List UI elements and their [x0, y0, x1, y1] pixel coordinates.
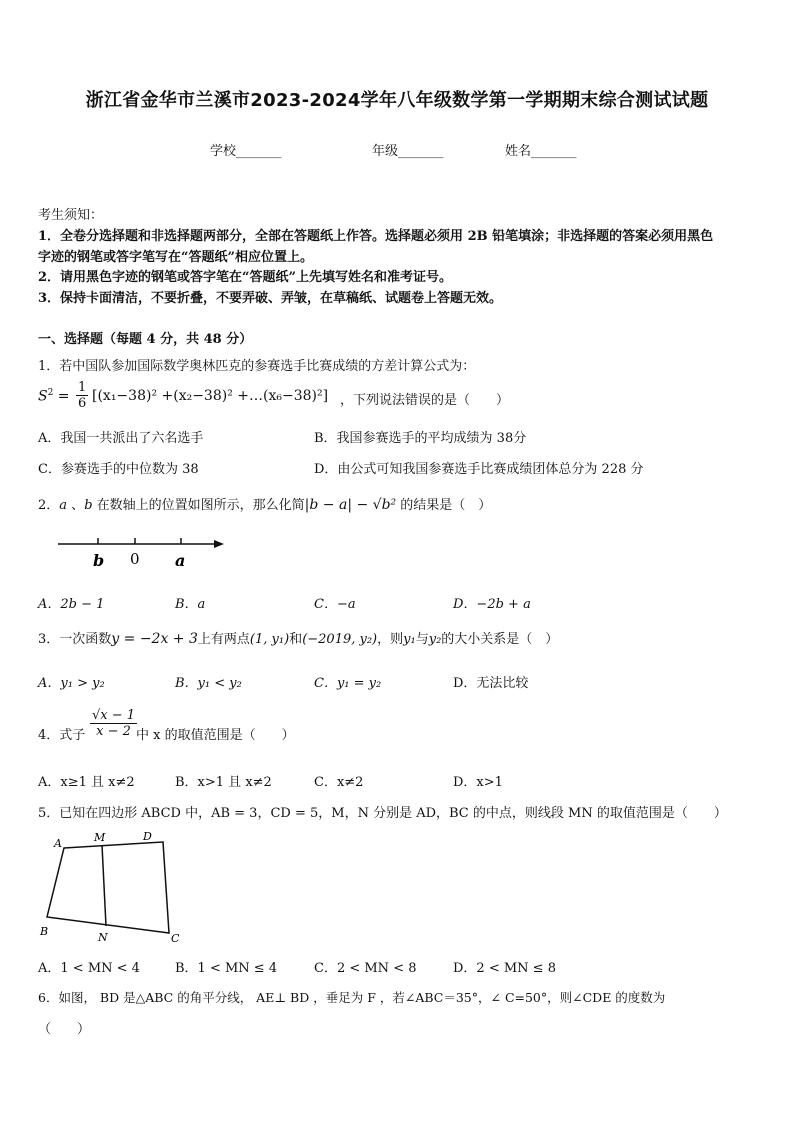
- notice-item-2: 2．请用黑色字迹的钢笔或答字笔在“答题纸”上先填写姓名和准考证号。: [38, 270, 453, 285]
- q2-label-0: 0: [130, 550, 140, 568]
- q5-label-m: M: [94, 831, 106, 844]
- q6-stem: 6．如图， BD 是△ABC 的角平分线， AE⊥ BD ，垂足为 F ，若∠ABC＝35°，∠ C=50°，则∠CDE 的度数为: [38, 990, 666, 1005]
- name-label: 姓名: [505, 144, 532, 159]
- q6-stem-cont: （ ）: [38, 1022, 91, 1037]
- q1-option-a[interactable]: A．我国一共派出了六名选手: [38, 431, 204, 446]
- q3-stem-post: 的大小关系是（ ）: [441, 632, 559, 647]
- q2-var-a: a: [59, 498, 68, 513]
- notice-item-3: 3．保持卡面清洁，不要折叠，不要弄破、弄皱，在草稿纸、试题卷上答题无效。: [38, 291, 503, 306]
- page-title: 浙江省金华市兰溪市2023-2024学年八年级数学第一学期期末综合测试试题: [85, 90, 709, 111]
- q1-formula-line: [38, 380, 758, 416]
- notice-item-1: 1．全卷分选择题和非选择题两部分，全部在答题纸上作答。选择题必须用 2B 铅笔填涂；非选择题的答案必须用黑色: [38, 229, 714, 244]
- q3-option-b[interactable]: B．y₁ < y₂: [175, 676, 242, 691]
- q5-label-b: B: [40, 925, 49, 938]
- q1-stem: 1．若中国队参加国际数学奥林匹克的参赛选手比赛成绩的方差计算公式为：: [38, 359, 476, 374]
- q3-point-2: (−2019, y₂): [302, 632, 378, 647]
- q2-stem: [38, 494, 758, 513]
- q2-option-a[interactable]: A．2b − 1: [38, 597, 105, 612]
- notice-item-1-cont: 字迹的钢笔或答字笔写在“答题纸”相应位置上。: [38, 250, 313, 265]
- q5-quadrilateral: [47, 842, 169, 933]
- q4-option-b[interactable]: B．x>1 且 x≠2: [175, 775, 272, 790]
- name-blank: _______: [531, 144, 577, 159]
- header-fields: [0, 140, 794, 160]
- q5-quadrilateral-figure: [36, 828, 186, 948]
- q3-option-a[interactable]: A．y₁ > y₂: [38, 676, 105, 691]
- notice-heading: 考生须知：: [38, 208, 104, 223]
- q5-option-b[interactable]: B．1 < MN ≤ 4: [175, 961, 278, 976]
- q2-option-d[interactable]: D．−2b + a: [453, 597, 531, 612]
- grade-blank: _______: [398, 144, 444, 159]
- q1-formula-num: 1: [78, 380, 87, 395]
- q3-option-d[interactable]: D．无法比较: [453, 676, 529, 691]
- q5-label-d: D: [143, 830, 152, 843]
- q4-option-a[interactable]: A．x≥1 且 x≠2: [38, 775, 135, 790]
- name-field: [505, 140, 577, 159]
- q1-formula-sq: 2: [47, 388, 54, 398]
- q2-sep: 、: [67, 498, 85, 513]
- q2-option-c[interactable]: C．−a: [314, 597, 356, 612]
- q3-function: y = −2x + 3: [111, 631, 198, 647]
- q2-stem-mid: 在数轴上的位置如图所示，那么化简: [92, 498, 305, 513]
- q1-option-c[interactable]: C．参赛选手的中位数为 38: [38, 462, 199, 477]
- q2-number-line: [56, 534, 226, 574]
- school-blank: _______: [236, 144, 282, 159]
- grade-field: [372, 140, 444, 159]
- q5-option-d[interactable]: D．2 < MN ≤ 8: [453, 961, 556, 976]
- q2-number: 2．: [38, 498, 60, 513]
- q1-formula-fraction: [76, 380, 88, 411]
- school-label: 学校: [210, 144, 237, 159]
- q4-option-c[interactable]: C．x≠2: [314, 775, 364, 790]
- q1-formula-den: 6: [78, 396, 87, 411]
- q5-stem: 5．已知在四边形 ABCD 中，AB = 3，CD = 5，M，N 分别是 AD，BC 的中点，则线段 MN 的取值范围是（ ）: [38, 806, 727, 821]
- q5-label-n: N: [98, 931, 108, 944]
- q3-option-c[interactable]: C．y₁ = y₂: [314, 676, 382, 691]
- q2-label-a: a: [175, 551, 186, 570]
- q3-stem-mid2: ，则: [377, 632, 404, 647]
- q2-var-b: b: [84, 498, 93, 513]
- q2-option-b[interactable]: B．a: [175, 597, 206, 612]
- q3-and: 和: [289, 632, 303, 647]
- q1-formula-body: [(x₁−38)² +(x₂−38)² +…(x₆−38)²]: [92, 388, 329, 404]
- q2-axis-arrow: [214, 540, 224, 548]
- q5-option-c[interactable]: C．2 < MN < 8: [314, 961, 417, 976]
- q4-numerator: √x − 1: [92, 708, 136, 723]
- q1-formula-eq: =: [53, 388, 70, 405]
- q3-point-1: (1, y₁): [249, 632, 290, 647]
- q3-with: 与: [415, 632, 429, 647]
- q3-stem: [38, 628, 758, 647]
- section-heading: 一、选择题（每题 4 分，共 48 分）: [38, 332, 253, 347]
- grade-label: 年级: [372, 144, 399, 159]
- q4-denominator: x − 2: [96, 724, 131, 739]
- school-field: [210, 140, 282, 159]
- q4-stem-post: 中 x 的取值范围是（ ）: [136, 728, 295, 743]
- q3-y1: y₁: [403, 632, 416, 647]
- q1-option-d[interactable]: D．由公式可知我国参赛选手比赛成绩团体总分为 228 分: [314, 462, 644, 477]
- q2-label-b: b: [93, 551, 105, 570]
- q1-formula-tail: ，下列说法错误的是（ ）: [340, 393, 510, 408]
- q3-stem-pre: 3．一次函数: [38, 632, 112, 647]
- q4-stem: [38, 708, 758, 754]
- q2-stem-post: 的结果是（ ）: [396, 498, 492, 513]
- q1-formula-s: S: [38, 388, 48, 405]
- q3-y2: y₂: [428, 632, 442, 647]
- q1-option-b[interactable]: B．我国参赛选手的平均成绩为 38分: [314, 431, 527, 446]
- q3-stem-mid: 上有两点: [197, 632, 250, 647]
- q5-label-a: A: [54, 837, 62, 850]
- q5-option-a[interactable]: A．1 < MN < 4: [38, 961, 140, 976]
- q1-formula: [38, 388, 70, 405]
- q4-option-d[interactable]: D．x>1: [453, 775, 503, 790]
- q5-segment-mn: [102, 845, 106, 926]
- q5-label-c: C: [171, 932, 180, 945]
- q2-expression: |b − a| − √b²: [304, 497, 397, 513]
- q4-fraction: [90, 708, 137, 739]
- q4-stem-pre: 4．式子: [38, 728, 86, 743]
